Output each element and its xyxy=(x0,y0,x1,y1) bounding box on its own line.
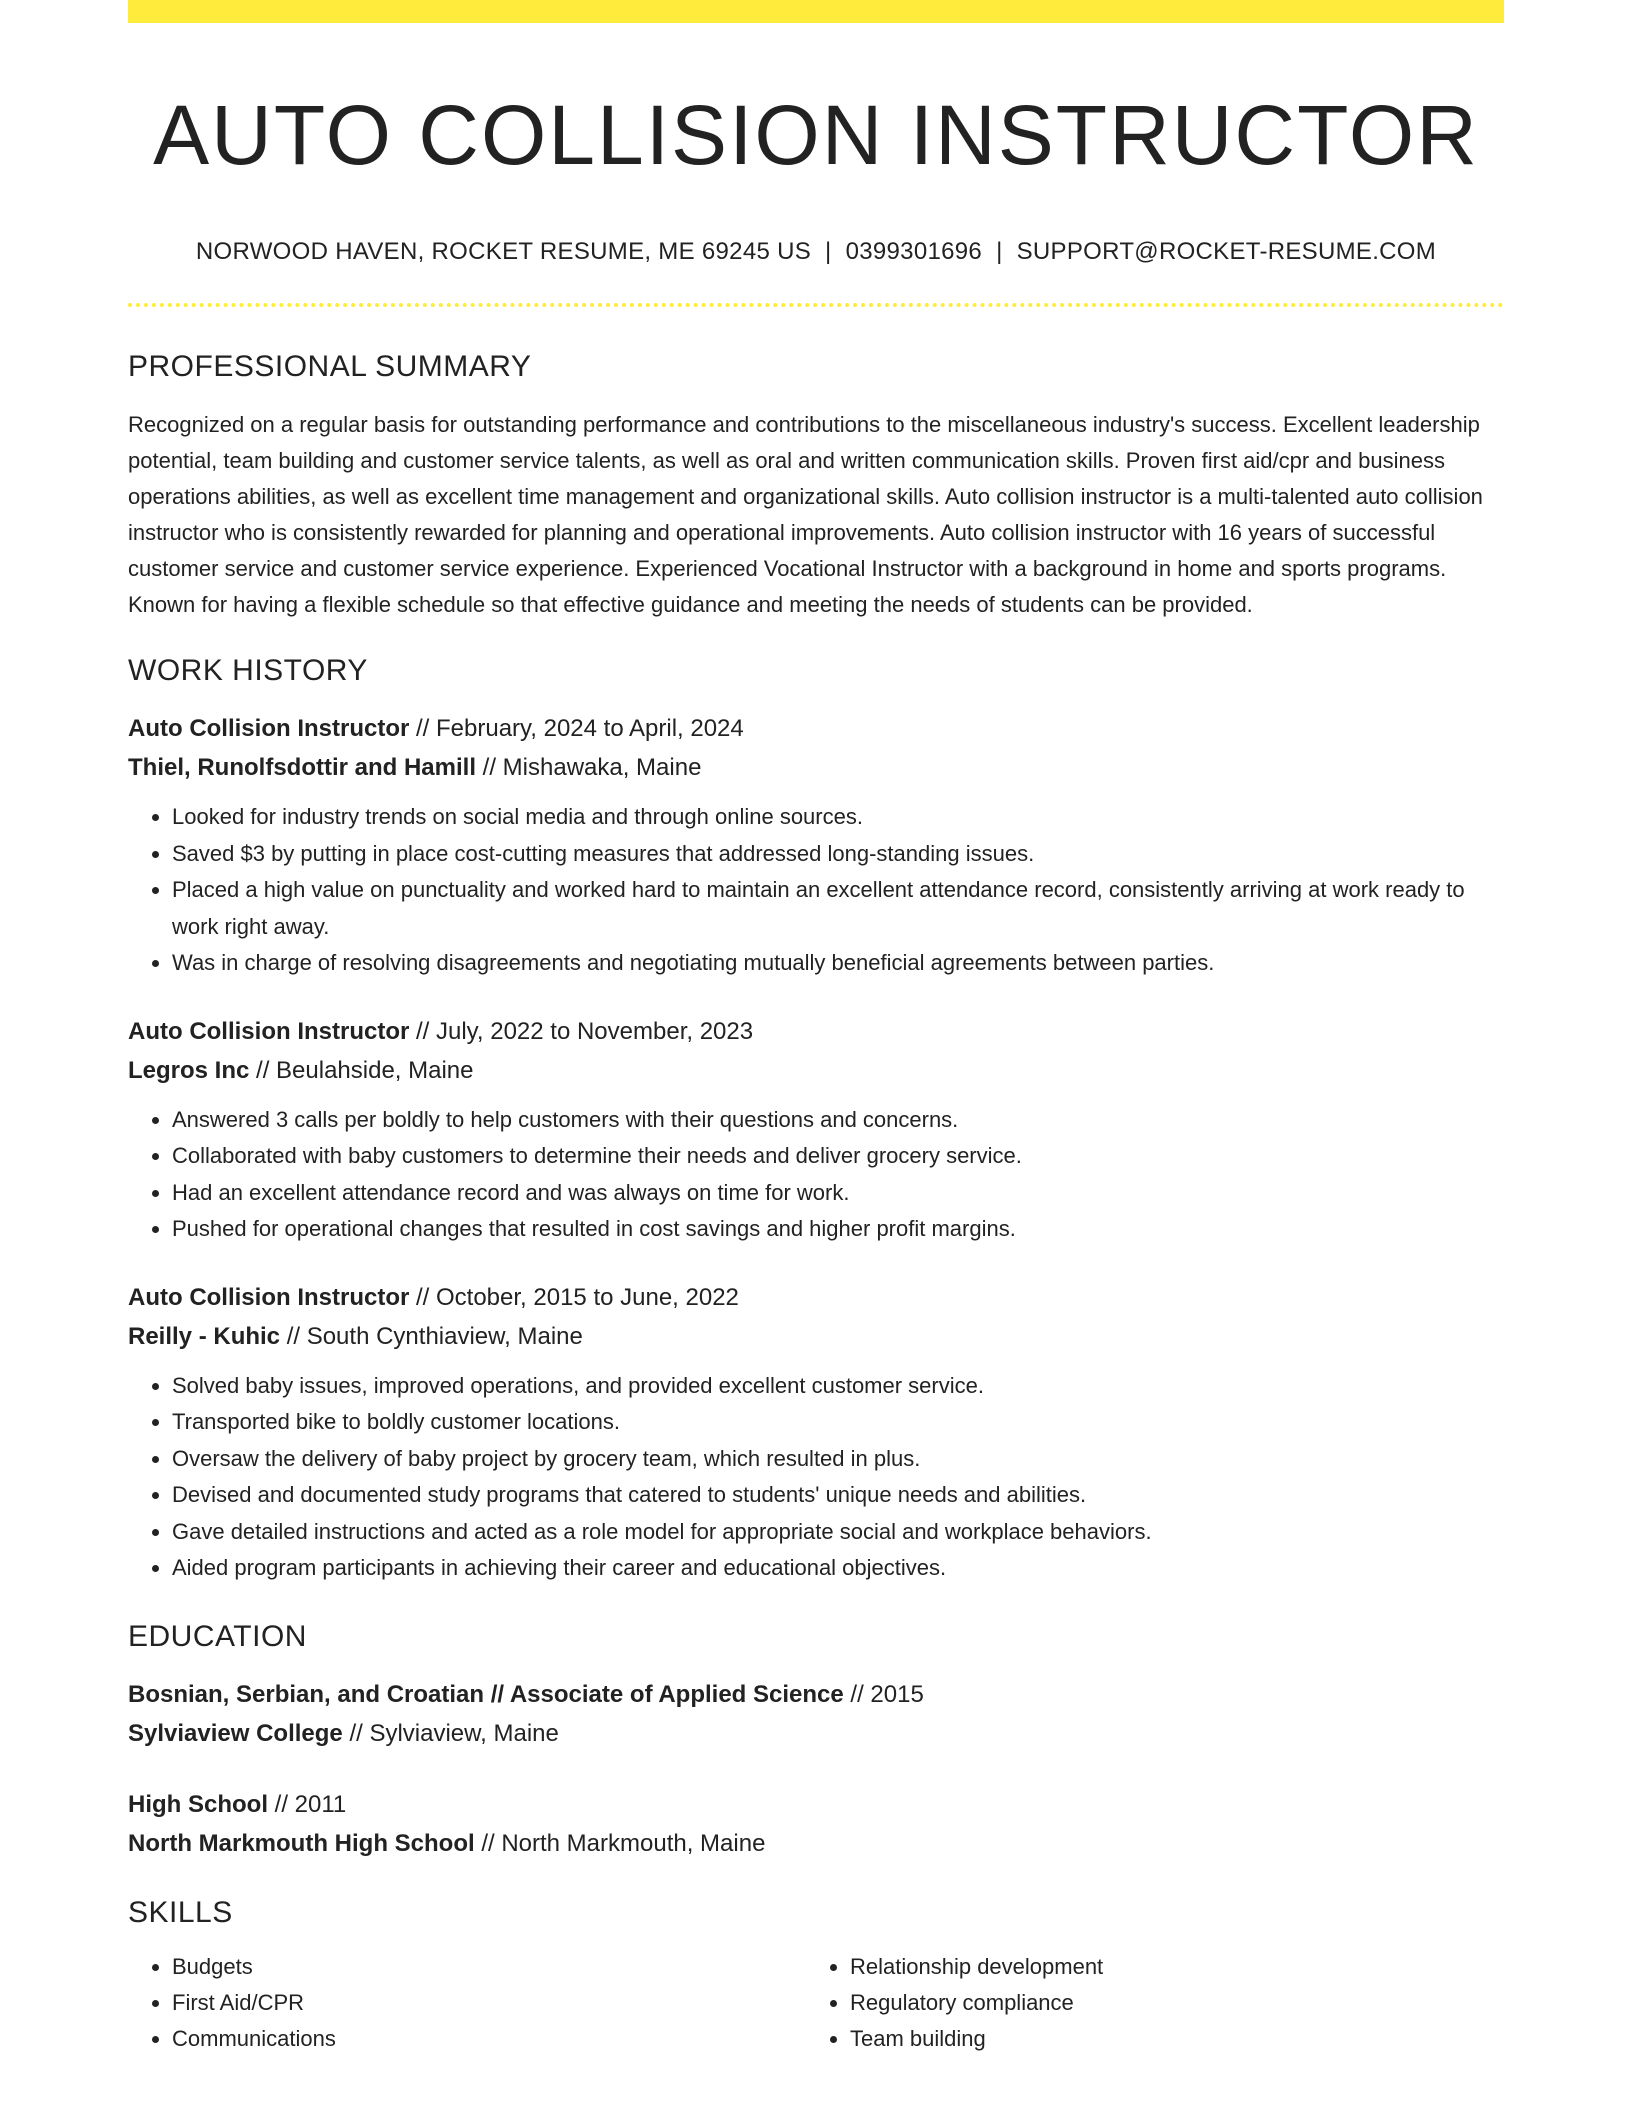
job-location: // South Cynthiaview, Maine xyxy=(280,1322,583,1350)
contact-separator: | xyxy=(996,238,1003,265)
job-title-line xyxy=(128,709,1504,748)
skill-item: • Communications xyxy=(172,2021,806,2057)
job-title: Auto Collision Instructor xyxy=(128,1283,410,1311)
contact-separator: | xyxy=(825,238,832,265)
list-item: • Looked for industry trends on social media and through online sources. xyxy=(172,799,1504,836)
list-item: • Oversaw the delivery of baby project by grocery team, which resulted in plus. xyxy=(172,1441,1504,1478)
list-item: • Was in charge of resolving disagreements and negotiating mutually beneficial agreements between parties. xyxy=(172,945,1504,982)
contact-email[interactable]: SUPPORT@ROCKET-RESUME.COM xyxy=(1016,238,1437,265)
job-entry xyxy=(128,1278,1504,1587)
list-item: • Saved $3 by putting in place cost-cutting measures that addressed long-standing issues. xyxy=(172,836,1504,873)
list-item: • Gave detailed instructions and acted as a role model for appropriate social and workplace behaviors. xyxy=(172,1514,1504,1551)
job-dates: // July, 2022 to November, 2023 xyxy=(409,1017,754,1045)
skill-item: • Budgets xyxy=(172,1949,806,1985)
list-item: • Transported bike to boldly customer locations. xyxy=(172,1404,1504,1441)
list-item: • Collaborated with baby customers to determine their needs and deliver grocery service. xyxy=(172,1138,1504,1175)
job-dates: // February, 2024 to April, 2024 xyxy=(409,715,744,742)
job-entry xyxy=(128,709,1504,982)
job-title-line xyxy=(128,1278,1504,1317)
skill-item: • Relationship development xyxy=(850,1949,1484,1985)
job-company-line xyxy=(128,1051,1504,1090)
education-school-line xyxy=(128,1824,1504,1863)
list-item: • Aided program participants in achieving their career and educational objectives. xyxy=(172,1550,1504,1587)
list-item: • Devised and documented study programs that catered to students' unique needs and abilities. xyxy=(172,1477,1504,1514)
education-heading: EDUCATION xyxy=(128,1619,307,1653)
job-entry xyxy=(128,1012,1504,1248)
list-item: • Answered 3 calls per boldly to help customers with their questions and concerns. xyxy=(172,1102,1504,1139)
education-section xyxy=(128,1619,1504,1863)
education-location: // Sylviaview, Maine xyxy=(342,1719,559,1747)
skill-item: • Team building xyxy=(850,2021,1484,2057)
education-location: // North Markmouth, Maine xyxy=(474,1829,766,1857)
education-school: Sylviaview College xyxy=(128,1719,343,1747)
job-title: Auto Collision Instructor xyxy=(128,1017,410,1045)
education-school: North Markmouth High School xyxy=(128,1829,475,1857)
job-title: Auto Collision Instructor xyxy=(128,715,410,742)
list-item: • Solved baby issues, improved operations, and provided excellent customer service. xyxy=(172,1368,1504,1405)
education-degree: Bosnian, Serbian, and Croatian // Associate of Applied Science xyxy=(128,1680,844,1708)
work-history-heading: WORK HISTORY xyxy=(128,654,368,687)
job-location: // Mishawaka, Maine xyxy=(476,754,702,781)
education-year: // 2015 xyxy=(843,1680,924,1708)
contact-address: NORWOOD HAVEN, ROCKET RESUME, ME 69245 US xyxy=(195,238,812,265)
job-title-line xyxy=(128,1012,1504,1051)
education-entry xyxy=(128,1785,1504,1863)
job-company-line xyxy=(128,1317,1504,1356)
summary-heading: PROFESSIONAL SUMMARY xyxy=(128,350,532,383)
contact-phone[interactable]: 0399301696 xyxy=(845,238,983,265)
list-item: • Pushed for operational changes that resulted in cost savings and higher profit margins. xyxy=(172,1211,1504,1248)
skills-list-left xyxy=(128,1949,806,2057)
list-item: • Had an excellent attendance record and was always on time for work. xyxy=(172,1175,1504,1212)
job-company: Legros Inc xyxy=(128,1056,250,1084)
job-bullets xyxy=(128,799,1504,982)
education-entry xyxy=(128,1675,1504,1753)
job-location: // Beulahside, Maine xyxy=(249,1056,474,1084)
skills-columns xyxy=(128,1949,1504,2057)
education-degree: High School xyxy=(128,1790,268,1818)
job-bullets xyxy=(128,1368,1504,1587)
job-company: Thiel, Runolfsdottir and Hamill xyxy=(128,754,476,781)
skill-item: • First Aid/CPR xyxy=(172,1985,806,2021)
list-item: • Placed a high value on punctuality and worked hard to maintain an excellent attendance record, consistently arriving at work ready to work right away. xyxy=(172,872,1504,945)
skills-list-right xyxy=(806,1949,1484,2057)
skill-item: • Regulatory compliance xyxy=(850,1985,1484,2021)
job-company: Reilly - Kuhic xyxy=(128,1322,281,1350)
summary-section xyxy=(128,349,1504,623)
contact-line xyxy=(128,237,1504,267)
education-school-line xyxy=(128,1714,1504,1753)
skills-heading: SKILLS xyxy=(128,1895,233,1929)
job-dates: // October, 2015 to June, 2022 xyxy=(409,1283,739,1311)
summary-text: Recognized on a regular basis for outstanding performance and contributions to the miscellaneous industry's success. Excellent leadership potential, team building and customer service talents, as well as oral and written communication skills. Proven first aid/cpr and business operations abilities, as well as excellent time management and organizational skills. Auto collision instructor is a multi-talented auto collision instructor who is consistently rewarded for planning and operational improvements. Auto collision instructor with 16 years of successful customer service and customer service experience. Experienced Vocational Instructor with a background in home and sports programs. Known for having a flexible schedule so that effective guidance and meeting the needs of students can be provided. xyxy=(128,412,1483,617)
resume-title: AUTO COLLISION INSTRUCTOR xyxy=(153,88,1479,182)
resume-page xyxy=(128,0,1504,2057)
work-history-section xyxy=(128,653,1504,1587)
education-year: // 2011 xyxy=(268,1790,347,1818)
header-divider xyxy=(128,303,1504,307)
top-accent-bar xyxy=(128,0,1504,23)
education-degree-line xyxy=(128,1785,1504,1824)
job-company-line xyxy=(128,748,1504,787)
job-bullets xyxy=(128,1102,1504,1248)
skills-section xyxy=(128,1895,1504,2057)
education-degree-line xyxy=(128,1675,1504,1714)
